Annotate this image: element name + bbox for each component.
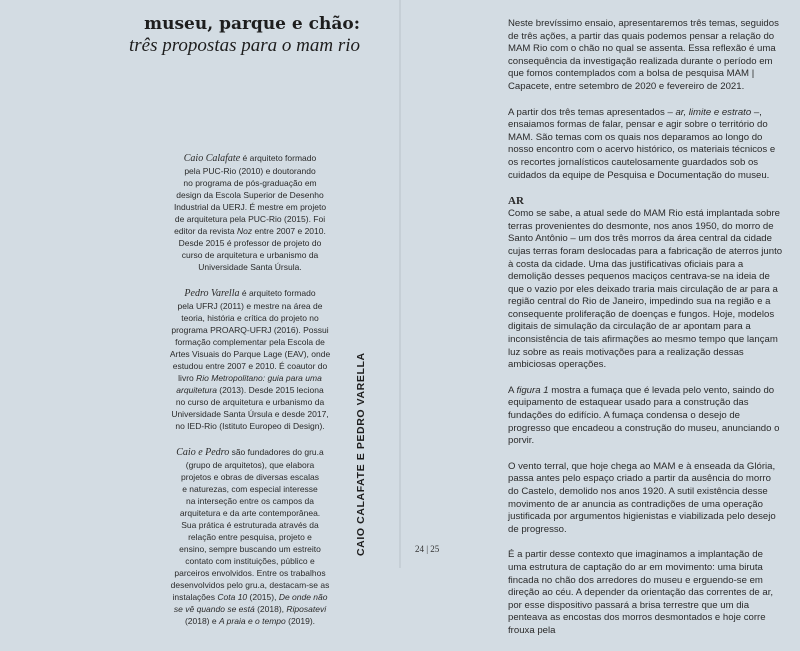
bio-text: contato com instituições, público e xyxy=(185,556,315,566)
paragraph xyxy=(508,385,784,448)
bio-text: e naturezas, com especial interesse xyxy=(182,484,318,494)
bio-text: ensino, sempre buscando um estreito xyxy=(179,544,321,554)
bio-text: (grupo de arquitetos), que elabora xyxy=(185,460,315,470)
bio-text: são fundadores do gru.a xyxy=(229,447,324,457)
paragraph: Como se sabe, a atual sede do MAM Rio está implantada sobre terras provenientes do desmonte, nos anos 1950, do morro de Santo Antônio – um dos três morros da área central da cidade cujas terras foram deslocadas para a fabricação de aterros junto à costa da cidade. Uma das justificativas oficiais para a demolição desses pequenos maciços centrava-se na ideia de que o vazio por eles deixado traria mais circulação de ar para a região central do Rio de Janeiro, impedindo sua na região e a consequente proliferação de doenças e fungos. Hoje, modelos digitais de simulação da circulação de ar apontam para a inconsistência de tais afirmações ao mesmo tempo que lançam luz sobre as reais motivações para a realização dessas ambiciosas operações. xyxy=(508,208,783,371)
bio-text: instalações xyxy=(172,592,218,602)
bio-text: pela UFRJ (2011) e mestre na área de xyxy=(177,301,323,311)
page-title: museu, parque e chão: xyxy=(144,14,360,34)
bio-text: é arquiteto formado xyxy=(240,153,317,163)
bio-text: Rio Metropolitano: guia para uma xyxy=(196,373,322,383)
paragraph xyxy=(508,107,784,183)
bio-text: editor da revista xyxy=(174,226,237,236)
bio-pedro xyxy=(160,287,340,432)
bio-text: desenvolvidos pelo gru.a, destacam-se as xyxy=(170,580,330,590)
bio-text: entre 2007 e 2010. xyxy=(252,226,326,236)
essay-column xyxy=(508,18,784,651)
title-block xyxy=(60,14,360,56)
bio-text: Sua prática é estruturada através da xyxy=(181,520,319,530)
text-run: ar, limite e estrato xyxy=(675,106,752,118)
bio-text: arquitetura xyxy=(176,385,217,395)
bio-text: pela PUC-Rio (2010) e doutorando xyxy=(184,166,316,176)
text-run: –, ensaiamos formas de falar, pensar e agir sobre o território do MAM. São temas com os quais nos deparamos ao longo do nosso encontro com o acervo histórico, os materiais técnicos e os recortes jornalísticos cautelosamente guardados sob os cuidados da equipe de Pesquisa e Documentação do museu. xyxy=(508,106,776,181)
bio-text: Universidade Santa Úrsula. xyxy=(198,262,302,272)
bio-text: estudou entre 2007 e 2010. É coautor do xyxy=(172,361,328,371)
paragraph: O vento terral, que hoje chega ao MAM e à enseada da Glória, passa antes pelo espaço criado a partir da ausência do morro do Castelo, demolido nos anos 1920. A sutil existência desse movimento de ar anuncia as contradições de uma operação justificada por argumentos higienistas e viabilizada pelo desejo de progresso. xyxy=(508,460,776,535)
bio-text: de arquitetura pela PUC-Rio (2015). Foi xyxy=(174,214,326,224)
paragraph: Neste brevíssimo ensaio, apresentaremos três temas, seguidos de três ações, a partir das quais podemos pensar a relação do MAM Rio com o chão no qual se assenta. Essa reflexão é uma consequência da investigação realizada durante o período em que fomos contemplados com a bolsa de pesquisa MAM | Capacete, entre setembro de 2020 e fevereiro de 2021. xyxy=(508,18,779,92)
bio-text: no curso de arquitetura e urbanismo da xyxy=(175,397,325,407)
section-heading: AR xyxy=(508,195,524,208)
bio-text: design da Escola Superior de Desenho xyxy=(176,190,324,200)
bio-text: (2013). Desde 2015 leciona xyxy=(216,385,324,395)
bio-text: (2019). xyxy=(285,616,316,626)
page-subtitle: três propostas para o mam rio xyxy=(128,35,360,56)
bio-text: parceiros envolvidos. Entre os trabalhos xyxy=(174,568,326,578)
bio-name: Pedro Varella xyxy=(184,288,240,299)
bio-name: Caio e Pedro xyxy=(176,447,230,458)
bio-name: Caio Calafate xyxy=(183,153,241,164)
bio-text: livro xyxy=(178,373,197,383)
bio-text: relação entre pesquisa, projeto e xyxy=(188,532,312,542)
bio-caio xyxy=(160,152,340,273)
bio-text: se vê quando se está xyxy=(173,604,255,614)
page-numbers: 24 | 25 xyxy=(415,544,440,554)
bio-text: A praia e o tempo xyxy=(218,616,286,626)
bio-text: programa PROARQ-UFRJ (2016). Possui xyxy=(171,325,329,335)
bio-text: (2018), xyxy=(254,604,287,614)
bio-text: no IED-Rio (Istituto Europeo di Design). xyxy=(175,421,325,431)
text-run: mostra a fumaça que é levada pelo vento, saindo do equipamento de estaquear usado para a construção das fundações do edifício. A fumaça condensa o desejo de progresso que encadeou a construção do museu, anunciando o porvir. xyxy=(508,384,780,447)
bio-text: (2018) e xyxy=(184,616,219,626)
page-gutter xyxy=(399,0,401,568)
bio-text: é arquiteto formado xyxy=(239,288,316,298)
bio-text: Riposatevi xyxy=(286,604,327,614)
paragraph: É a partir desse contexto que imaginamos a implantação de uma estrutura de captação do ar em movimento: uma biruta fincada no chão dos arredores do museu e erguendo-se em direção ao céu. A depender da orientação das correntes de ar, por esse dispositivo passará a brisa terrestre que um dia penteava as encostas dos morros desmontados e hoje corre frouxa pela xyxy=(508,549,774,636)
text-run: A xyxy=(508,384,517,396)
bio-text: De onde não xyxy=(278,592,328,602)
text-run: figura 1 xyxy=(516,384,549,396)
text-run: A partir dos três temas apresentados – xyxy=(508,106,676,118)
bio-text: no programa de pós-graduação em xyxy=(183,178,317,188)
bio-text: na interseção entre os campos da xyxy=(185,496,315,506)
bio-text: projetos e obras de diversas escalas xyxy=(181,472,319,482)
bio-text: Universidade Santa Úrsula e desde 2017, xyxy=(171,409,329,419)
bio-text: Industrial da UERJ. É mestre em projeto xyxy=(173,202,327,212)
bio-text: formação complementar pela Escola de xyxy=(175,337,325,347)
bio-text: Cota 10 xyxy=(217,592,248,602)
bio-text: curso de arquitetura e urbanismo da xyxy=(181,250,319,260)
authors-vertical-label: CAIO CALAFATE E PEDRO VARELLA xyxy=(355,352,367,556)
bio-text: arquitetura e da arte contemporânea. xyxy=(179,508,321,518)
bio-text: Artes Visuais do Parque Lage (EAV), onde xyxy=(169,349,331,359)
bio-text: teoria, história e crítica do projeto no xyxy=(181,313,319,323)
bio-text: Desde 2015 é professor de projeto do xyxy=(178,238,322,248)
bio-text: (2015), xyxy=(247,592,279,602)
bio-both xyxy=(160,446,340,627)
bio-text: Noz xyxy=(236,226,253,236)
